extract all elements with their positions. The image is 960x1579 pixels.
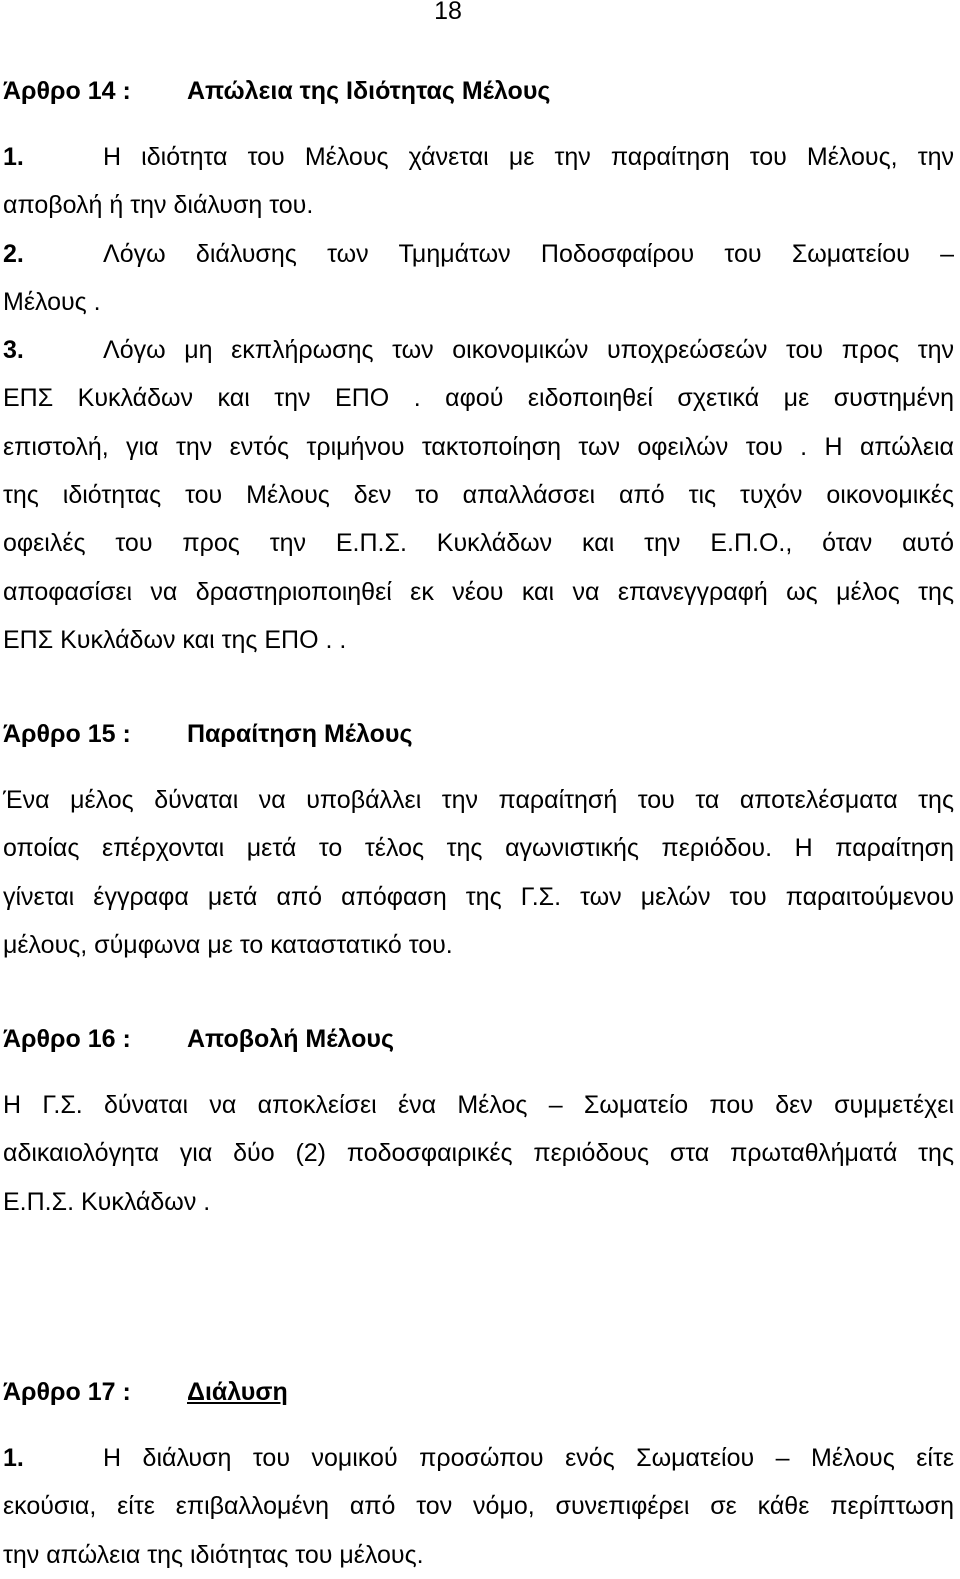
- text-line: της ιδιότητας του Μέλους δεν το απαλλάσσει από τις τυχόν οικονομικές: [3, 481, 954, 510]
- text-line: αδικαιολόγητα για δύο (2) ποδοσφαιρικές περιόδους στα πρωταθλήματά της: [3, 1139, 954, 1168]
- text-line: οφειλές του προς την Ε.Π.Σ. Κυκλάδων και την Ε.Π.Ο., όταν αυτό: [3, 529, 954, 558]
- text-line: επιστολή, για την εντός τριμήνου τακτοποίηση των οφειλών του . Η απώλεια: [3, 432, 954, 461]
- text-line: 2. Λόγω διάλυσης των Τμημάτων Ποδοσφαίρου του Σωματείου –: [3, 239, 954, 268]
- text-line: Μέλους .: [3, 287, 101, 316]
- article-number: Άρθρο 14 :: [3, 77, 131, 105]
- article-number: Άρθρο 17 :: [3, 1378, 131, 1406]
- text-line: ΕΠΣ Κυκλάδων και της ΕΠΟ . .: [3, 625, 347, 654]
- text-line: Ένα μέλος δύναται να υποβάλλει την παραίτησή του τα αποτελέσματα της: [3, 786, 954, 814]
- text-line: 3. Λόγω μη εκπλήρωσης των οικονομικών υποχρεώσεών του προς την: [3, 336, 954, 365]
- text-line: την απώλεια της ιδιότητας του μέλους.: [3, 1540, 424, 1569]
- article-title: Απώλεια της Ιδιότητας Μέλους: [187, 77, 551, 105]
- page-number: 18: [434, 0, 462, 25]
- article-17-body: [3, 1434, 954, 1579]
- text-line: Η Γ.Σ. δύναται να αποκλείσει ένα Μέλος – Σωματείο που δεν συμμετέχει: [3, 1091, 954, 1119]
- text-line: γίνεται έγγραφα μετά από απόφαση της Γ.Σ. των μελών του παραιτούμενου: [3, 882, 954, 911]
- article-number: Άρθρο 15 :: [3, 720, 131, 748]
- article-16-body: [3, 1081, 954, 1226]
- text-line: ΕΠΣ Κυκλάδων και την ΕΠΟ . αφού ειδοποιηθεί σχετικά με συστημένη: [3, 384, 954, 413]
- text-line: αποβολή ή την διάλυση του.: [3, 191, 314, 220]
- article-title: Παραίτηση Μέλους: [187, 720, 413, 748]
- article-title: Διάλυση: [187, 1378, 288, 1406]
- text-line: οποίας επέρχονται μετά το τέλος της αγωνιστικής περιόδου. Η παραίτηση: [3, 834, 954, 863]
- text-line: εκούσια, είτε επιβαλλομένη από τον νόμο, συνεπιφέρει σε κάθε περίπτωση: [3, 1492, 954, 1521]
- text-line: 1. Η ιδιότητα του Μέλους χάνεται με την παραίτηση του Μέλους, την: [3, 143, 954, 171]
- article-17-heading: [3, 1375, 288, 1409]
- article-title: Αποβολή Μέλους: [187, 1025, 394, 1053]
- article-number: Άρθρο 16 :: [3, 1025, 131, 1053]
- text-line: μέλους, σύμφωνα με το καταστατικό του.: [3, 930, 453, 959]
- text-line: Ε.Π.Σ. Κυκλάδων .: [3, 1187, 211, 1216]
- article-14-heading: [3, 74, 550, 108]
- document-page: [3, 0, 954, 1575]
- text-line: αποφασίσει να δραστηριοποιηθεί εκ νέου και να επανεγγραφή ως μέλος της: [3, 577, 954, 606]
- article-14-body: [3, 133, 954, 664]
- text-line: 1. Η διάλυση του νομικού προσώπου ενός Σωματείου – Μέλους είτε: [3, 1444, 954, 1472]
- article-16-heading: [3, 1022, 394, 1056]
- article-15-body: [3, 776, 954, 969]
- article-15-heading: [3, 717, 412, 751]
